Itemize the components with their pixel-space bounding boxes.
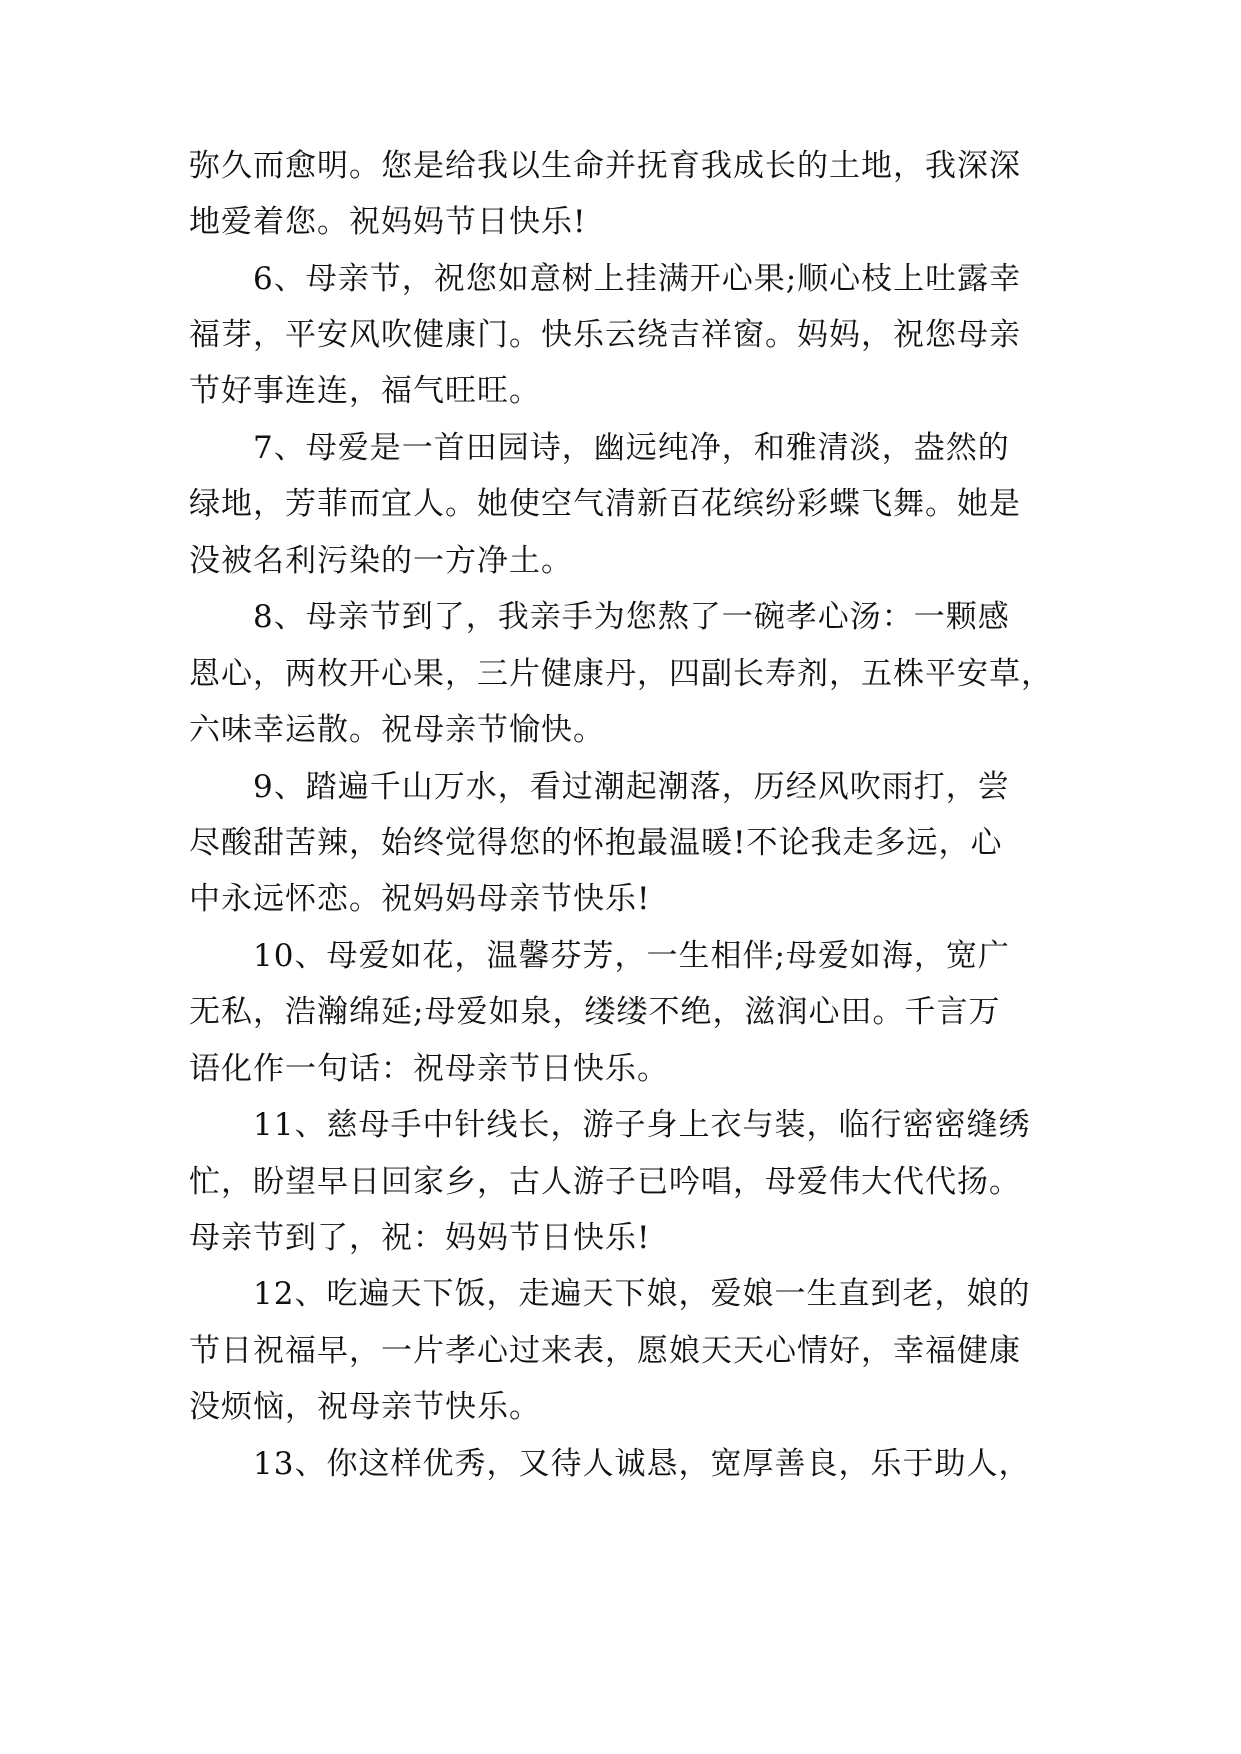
text-line: 节好事连连，福气旺旺。 [189, 373, 541, 409]
text-line: 无私，浩瀚绵延;母爱如泉，缕缕不绝，滋润心田。千言万 [189, 994, 1001, 1030]
text-line: 没烦恼，祝母亲节快乐。 [189, 1389, 541, 1425]
paragraph-12-start: 12、吃遍天下饭，走遍天下娘，爱娘一生直到老，娘的 [253, 1276, 1031, 1312]
text-line: 福芽，平安风吹健康门。快乐云绕吉祥窗。妈妈，祝您母亲 [189, 317, 1021, 353]
text-line: 母亲节到了，祝：妈妈节日快乐! [189, 1220, 651, 1256]
text-line: 语化作一句话：祝母亲节日快乐。 [189, 1051, 669, 1087]
paragraph-10-start: 10、母爱如花，温馨芬芳，一生相伴;母爱如海，宽广 [253, 938, 1010, 974]
text-line: 恩心，两枚开心果，三片健康丹，四副长寿剂，五株平安草， [189, 656, 1053, 692]
text-line: 没被名利污染的一方净土。 [189, 543, 573, 579]
text-line: 节日祝福早，一片孝心过来表，愿娘天天心情好，幸福健康 [189, 1333, 1021, 1369]
paragraph-11-start: 11、慈母手中针线长，游子身上衣与装，临行密密缝绣 [253, 1107, 1031, 1143]
text-line: 弥久而愈明。您是给我以生命并抚育我成长的土地，我深深 [189, 148, 1021, 184]
text-line: 绿地，芳菲而宜人。她使空气清新百花缤纷彩蝶飞舞。她是 [189, 486, 1021, 522]
text-line: 地爱着您。祝妈妈节日快乐! [189, 204, 587, 240]
text-line: 中永远怀恋。祝妈妈母亲节快乐! [189, 881, 651, 917]
paragraph-9-start: 9、踏遍千山万水，看过潮起潮落，历经风吹雨打，尝 [253, 769, 1010, 805]
paragraph-6-start: 6、母亲节，祝您如意树上挂满开心果;顺心枝上吐露幸 [253, 261, 1022, 297]
text-line: 忙，盼望早日回家乡，古人游子已吟唱，母爱伟大代代扬。 [189, 1164, 1021, 1200]
text-line: 尽酸甜苦辣，始终觉得您的怀抱最温暖!不论我走多远，心 [189, 825, 1003, 861]
paragraph-13-start: 13、你这样优秀，又待人诚恳，宽厚善良，乐于助人， [253, 1446, 1031, 1482]
text-line: 六味幸运散。祝母亲节愉快。 [189, 712, 605, 748]
paragraph-8-start: 8、母亲节到了，我亲手为您熬了一碗孝心汤：一颗感 [253, 599, 1010, 635]
paragraph-7-start: 7、母爱是一首田园诗，幽远纯净，和雅清淡，盎然的 [253, 430, 1010, 466]
